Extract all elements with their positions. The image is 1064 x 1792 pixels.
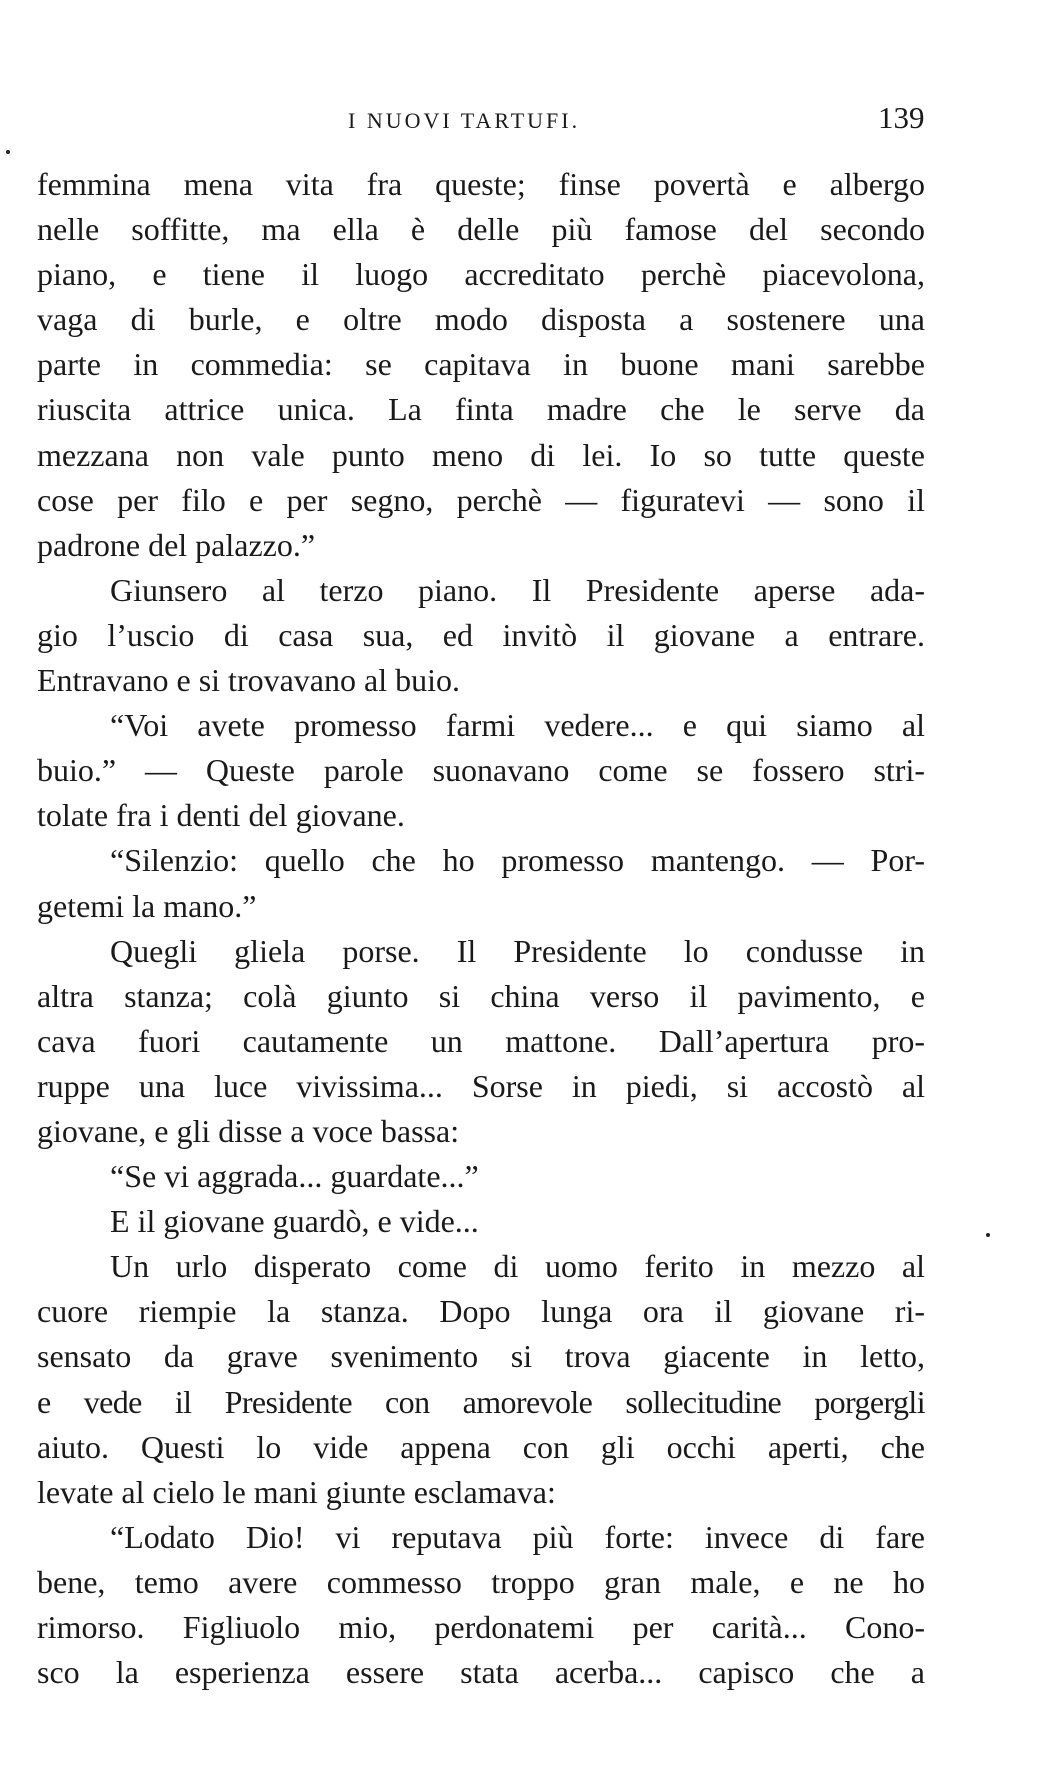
text-line: vaga di burle, e oltre modo disposta a sostenere una: [37, 301, 925, 338]
text-line: riuscita attrice unica. La finta madre che le serve da: [37, 391, 925, 428]
text-line: parte in commedia: se capitava in buone mani sarebbe: [37, 346, 925, 383]
text-line: “Silenzio: quello che ho promesso mantengo. — Por-: [110, 842, 925, 879]
text-line: giovane, e gli disse a voce bassa:: [37, 1112, 460, 1149]
text-line: sco la esperienza essere stata acerba... capisco che a: [37, 1654, 925, 1691]
text-line: sensato da grave svenimento si trova giacente in letto,: [37, 1338, 925, 1375]
text-line: “Se vi aggrada... guardate...”: [110, 1158, 479, 1195]
text-line: bene, temo avere commesso troppo gran male, e ne ho: [37, 1563, 925, 1600]
text-line: cuore riempie la stanza. Dopo lunga ora il giovane ri-: [37, 1293, 925, 1330]
text-line: nelle soffitte, ma ella è delle più famose del secondo: [37, 211, 925, 248]
text-line: femmina mena vita fra queste; finse povertà e albergo: [37, 166, 925, 202]
text-line: mezzana non vale punto meno di lei. Io so tutte queste: [37, 436, 925, 473]
text-line: Giunsero al terzo piano. Il Presidente aperse ada-: [110, 571, 925, 608]
text-line: E il giovane guardò, e vide...: [110, 1203, 479, 1240]
page-number: 139: [878, 100, 925, 135]
text-line: e vede il Presidente con amorevole sollecitudine porgergli: [37, 1383, 925, 1420]
text-line: ruppe una luce vivissima... Sorse in piedi, si accostò al: [37, 1067, 925, 1104]
text-line: padrone del palazzo.”: [37, 526, 316, 563]
text-line: tolate fra i denti del giovane.: [37, 797, 405, 834]
margin-mark: [986, 1233, 990, 1237]
text-line: aiuto. Questi lo vide appena con gli occhi aperti, che: [37, 1428, 925, 1465]
text-line: levate al cielo le mani giunte esclamava:: [37, 1473, 556, 1510]
text-line: Un urlo disperato come di uomo ferito in mezzo al: [110, 1248, 925, 1285]
text-line: buio.” — Queste parole suonavano come se fossero stri-: [37, 752, 925, 789]
text-line: cose per filo e per segno, perchè — figuratevi — sono il: [37, 481, 925, 518]
text-line: getemi la mano.”: [37, 887, 257, 924]
text-line: altra stanza; colà giunto si china verso il pavimento, e: [37, 977, 925, 1014]
text-line: Entravano e si trovavano al buio.: [37, 662, 460, 699]
text-line: gio l’uscio di casa sua, ed invitò il giovane a entrare.: [37, 616, 925, 653]
text-line: cava fuori cautamente un mattone. Dall’apertura pro-: [37, 1022, 925, 1059]
text-line: “Lodato Dio! vi reputava più forte: invece di fare: [110, 1518, 925, 1555]
text-line: “Voi avete promesso farmi vedere... e qui siamo al: [110, 707, 925, 744]
text-line: Quegli gliela porse. Il Presidente lo condusse in: [110, 932, 925, 969]
text-line: piano, e tiene il luogo accreditato perchè piacevolona,: [37, 256, 925, 293]
running-title: I NUOVI TARTUFI.: [348, 108, 581, 133]
text-line: rimorso. Figliuolo mio, perdonatemi per carità... Cono-: [37, 1609, 925, 1645]
margin-mark: [6, 150, 10, 154]
body-text: [37, 162, 925, 1695]
